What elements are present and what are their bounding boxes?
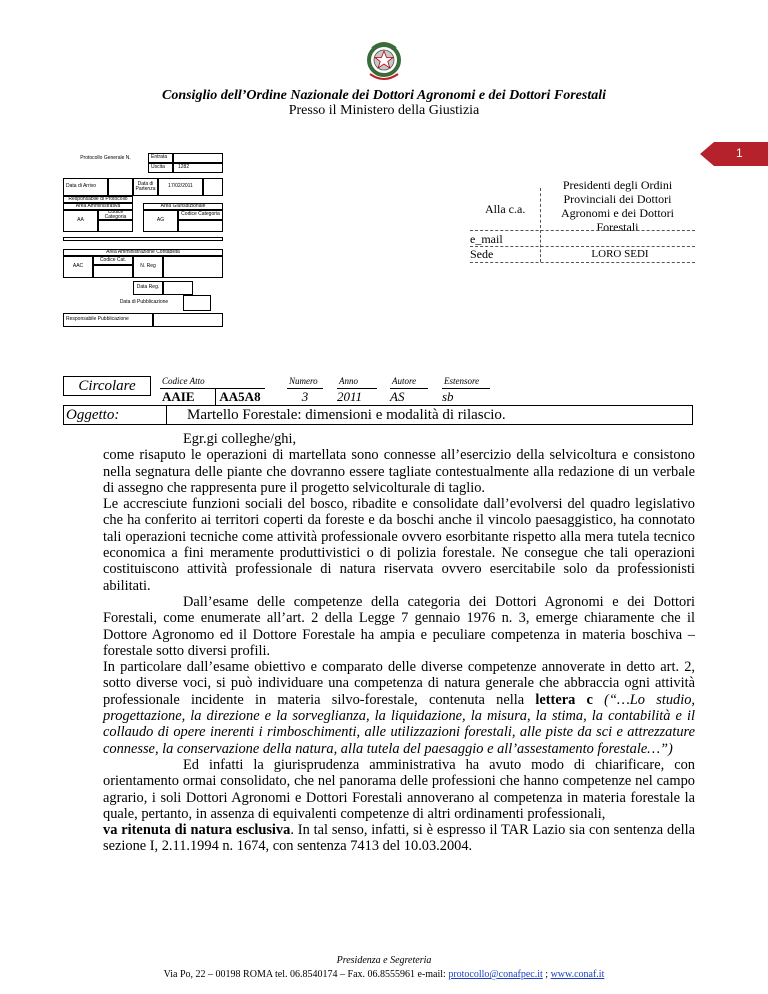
footer-address: Via Po, 22 – 00198 ROMA tel. 06.8540174 – Fax. 06.8555961 e-mail: <box>163 969 449 980</box>
area-amministrativa: Area Amministrativa <box>63 203 133 210</box>
responsabile-pubblicazione-value <box>153 313 223 327</box>
data-blank <box>203 178 223 196</box>
paragraph-4-a: In particolare dall’esame obiettivo e comparato delle diverse competenze annoverate in detto art. 2, sotto diverse voci, si può individuare una competenza di natura generale che abbraccia ogni attività professionale incidente in materia silvo-forestale, contenuta nella <box>103 659 695 708</box>
aa-codice-value <box>98 220 133 232</box>
footer-email-link[interactable]: protocollo@conafpec.it <box>448 969 543 980</box>
paragraph-4-quote: (“…Lo studio, progettazione, la direzione e la sorveglianza, la liquidazione, la misura, la stima, la contabilità e il collaudo di opere inerenti i rimboschimenti, alle utilizzazioni forestali, alle piste da sci e attrezzature connesse, la conservazione della natura, alla tutela del paesaggio e all’assestamento forestale…”) <box>103 691 695 757</box>
footer-office: Presidenza e Segreteria <box>336 955 432 966</box>
paragraph-5-a: Ed infatti la giurisprudenza amministrativa ha avuto modo di chiarificare, con orientamento ormai consolidato, che nel panorama delle professioni che hanno competenze nel campo agrario, i soli Dottori Agronomi e Dottori Forestali annoverano al competenza in materia forestale la quale, pertanto, in assenza di equivalenti competenze di altri ordinamenti professionali, <box>103 756 695 822</box>
estensore-label: Estensore <box>444 376 480 386</box>
paragraph-5-c: . In tal senso, infatti, si è espresso il TAR Lazio sia con sentenza della sezione I, 2.11.1994 n. 1674, con sentenza 7413 del 10.03.2004. <box>103 822 695 855</box>
page-number-tab <box>700 142 768 166</box>
email-label: e_mail <box>470 232 503 246</box>
lettera-c: lettera c <box>535 691 593 708</box>
area-giurisdizionale: Area Giurisdizionale <box>143 203 223 210</box>
ag-label: AG <box>143 210 178 232</box>
natura-esclusiva: va ritenuta di natura esclusiva <box>103 822 291 839</box>
circolare-label: Circolare <box>63 376 151 396</box>
data-partenza-value: 17/02/2011 <box>158 178 203 196</box>
responsabile-protocollo: Responsabile di Protocollo <box>63 196 133 203</box>
aa-codice-categoria: Codice Categoria <box>98 210 133 220</box>
aac-label: AAC <box>63 256 93 278</box>
area-contabilita: Area Amministrazione Contabilità <box>63 249 223 256</box>
aa-label: AA <box>63 210 98 232</box>
paragraph-4 <box>103 659 695 757</box>
sede-value: LORO SEDI <box>591 248 649 260</box>
oggetto-value: Martello Forestale: dimensioni e modalità di rilascio. <box>166 405 693 425</box>
codice-atto-label: Codice Atto <box>162 376 205 386</box>
entrata-label: Entrata <box>148 153 173 163</box>
paragraph-5 <box>103 757 695 855</box>
republic-emblem-icon <box>362 38 406 86</box>
data-reg-label: Data Reg. <box>133 281 163 295</box>
codice-cat-label: Codice Cat. <box>93 256 133 265</box>
numero-label: Numero <box>289 376 318 386</box>
uscita-value: 1282 <box>173 163 223 173</box>
paragraph-2: Le accresciute funzioni sociali del bosco, ribadite e consolidate dall’evolversi del quadro legislativo che ha conferito ai territori coperti da foreste e da boschi anche il vincolo paesaggistico, ha connotato tali operazioni tecniche come attività professionale ovvero esorbitante rispetto alla mera tutela tecnico economica a fini meramente produttivistici o di polizia forestale. Ne consegue che tali operazioni costituiscono attività professionale di natura riservata ovvero esercitabile solo da professionisti abilitati. <box>103 496 695 594</box>
footer-web-link[interactable]: www.conaf.it <box>550 969 605 980</box>
protocol-stamp <box>63 153 223 327</box>
codice-cat-value <box>93 265 133 278</box>
ag-codice-value <box>178 220 223 232</box>
data-partenza-label: Data di Partenza <box>133 178 158 196</box>
sede-label: Sede <box>470 247 494 261</box>
codice-atto-2: AA5A8 <box>215 388 265 405</box>
paragraph-1: come risaputo le operazioni di martellata sono connesse all’esercizio della selvicoltura e consistono nella segnatura delle piante che dovranno essere tagliate contestualmente alla redazione di un verbale di assegno che rappresenta pure il progetto selvicolturale di taglio. <box>103 447 695 496</box>
letter-body <box>103 431 695 855</box>
organization-title: Consiglio dell’Ordine Nazionale dei Dottori Agronomi e dei Dottori Forestali <box>161 88 606 103</box>
organization-subtitle: Presso il Ministero della Giustizia <box>288 103 480 118</box>
data-pubblicazione-value <box>183 295 211 311</box>
autore-value: AS <box>390 388 428 405</box>
uscita-label: Uscita <box>148 163 173 173</box>
responsabile-pubblicazione: Responsabile Pubblicazione <box>63 313 153 327</box>
anno-label: Anno <box>339 376 358 386</box>
codice-atto-1: AAIE <box>160 388 216 405</box>
oggetto-label: Oggetto: <box>63 405 166 425</box>
separator-bar <box>63 237 223 241</box>
data-arrivo-value <box>108 178 133 196</box>
data-reg-value <box>163 281 193 295</box>
addressee: Presidenti degli Ordini Provinciali dei Dottori Agronomi e dei Dottori Forestali <box>561 178 674 234</box>
alla-ca-label: Alla c.a. <box>485 202 526 216</box>
data-arrivo-label: Data di Arrivo <box>63 178 108 196</box>
autore-label: Autore <box>392 376 417 386</box>
numero-value: 3 <box>287 388 323 405</box>
footer-contacts <box>0 969 768 980</box>
entrata-value <box>173 153 223 163</box>
circolare-row <box>63 374 693 404</box>
data-pubblicazione-label: Data di Pubblicazione <box>119 299 169 305</box>
recipient-block <box>470 178 695 268</box>
estensore-value: sb <box>442 388 490 405</box>
protocollo-label: Protocollo Generale N. <box>80 155 131 161</box>
greeting: Egr.gi colleghe/ghi, <box>183 431 297 447</box>
page-number: 1 <box>736 146 743 160</box>
anno-value: 2011 <box>337 388 377 405</box>
n-reg-value <box>163 256 223 278</box>
footer-separator: ; <box>542 969 551 980</box>
paragraph-3: Dall’esame delle competenze della categoria dei Dottori Agronomi e dei Dottori Forestali, come enumerate all’art. 2 della Legge 7 gennaio 1976 n. 3, emerge chiaramente che il Dottore Agronomo ed il Dottore Forestale ha ampia e peculiare competenza in materia boschiva – forestale sotto diversi profili. <box>103 593 695 659</box>
ag-codice-categoria: Codice Categoria <box>178 210 223 220</box>
n-reg-label: N. Reg <box>133 256 163 278</box>
